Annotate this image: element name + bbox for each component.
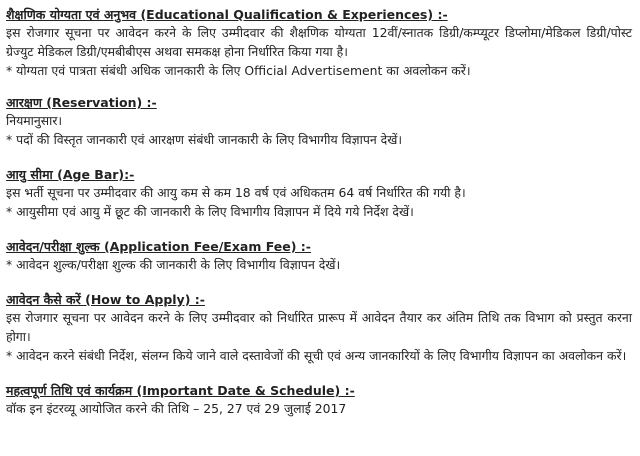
section-heading: शैक्षणिक योग्यता एवं अनुभव (Educational Qualification & Experiences) :- [6, 7, 448, 22]
section-heading: आवेदन/परीक्षा शुल्क (Application Fee/Exam Fee) :- [6, 239, 311, 254]
section-note: * आयुसीमा एवं आयु में छूट की जानकारी के लिए विभागीय विज्ञापन में दिये गये निर्देश देखें। [6, 204, 414, 219]
section-note: * पदों की विस्तृत जानकारी एवं आरक्षण संबंधी जानकारी के लिए विभागीय विज्ञापन देखें। [6, 132, 403, 147]
section-educational-qualification [6, 6, 632, 80]
section-text: इस रोजगार सूचना पर आवेदन करने के लिए उम्मीदवार को निर्धारित प्रारूप में आवेदन तैयार कर अंतिम तिथि तक विभाग को प्रस्तुत करना होगा। [6, 310, 632, 344]
section-text: वॉक इन इंटरव्यू आयोजित करने की तिथि – 25, 27 एवं 29 जुलाई 2017 [6, 401, 347, 416]
section-heading: आवेदन कैसे करें (How to Apply) :- [6, 292, 205, 307]
section-reservation [6, 94, 632, 149]
section-note: * आवेदन करने संबंधी निर्देश, संलग्न किये जाने वाले दस्तावेजों की सूची एवं अन्य जानकारियों के लिए विभागीय विज्ञापन का अवलोकन करें। [6, 348, 627, 363]
section-important-dates [6, 382, 632, 418]
section-text: इस भर्ती सूचना पर उम्मीदवार की आयु कम से कम 18 वर्ष एवं अधिकतम 64 वर्ष निर्धारित की गयी है। [6, 185, 466, 200]
section-heading: आरक्षण (Reservation) :- [6, 95, 157, 110]
section-application-fee [6, 238, 632, 274]
section-note: * आवेदन शुल्क/परीक्षा शुल्क की जानकारी के लिए विभागीय विज्ञापन देखें। [6, 257, 341, 272]
section-note: * योग्यता एवं पात्रता संबंधी अधिक जानकारी के लिए Official Advertisement का अवलोकन करें। [6, 63, 471, 78]
section-text: इस रोजगार सूचना पर आवेदन करने के लिए उम्मीदवार की शैक्षणिक योग्यता 12वीं/स्नातक डिग्री/कम्प्यूटर डिप्लोमा/मेडिकल डिग्री/पोस्ट ग्रेज्युट मेडिकल डिग्री/एमबीबीएस अथवा समकक्ष होना निर्धारित किया गया है। [6, 25, 632, 59]
section-age-bar [6, 166, 632, 221]
section-text: नियमानुसार। [6, 113, 63, 128]
section-heading: आयु सीमा (Age Bar):- [6, 167, 135, 182]
section-how-to-apply [6, 291, 632, 365]
section-heading: महत्वपूर्ण तिथि एवं कार्यक्रम (Important Date & Schedule) :- [6, 383, 355, 398]
